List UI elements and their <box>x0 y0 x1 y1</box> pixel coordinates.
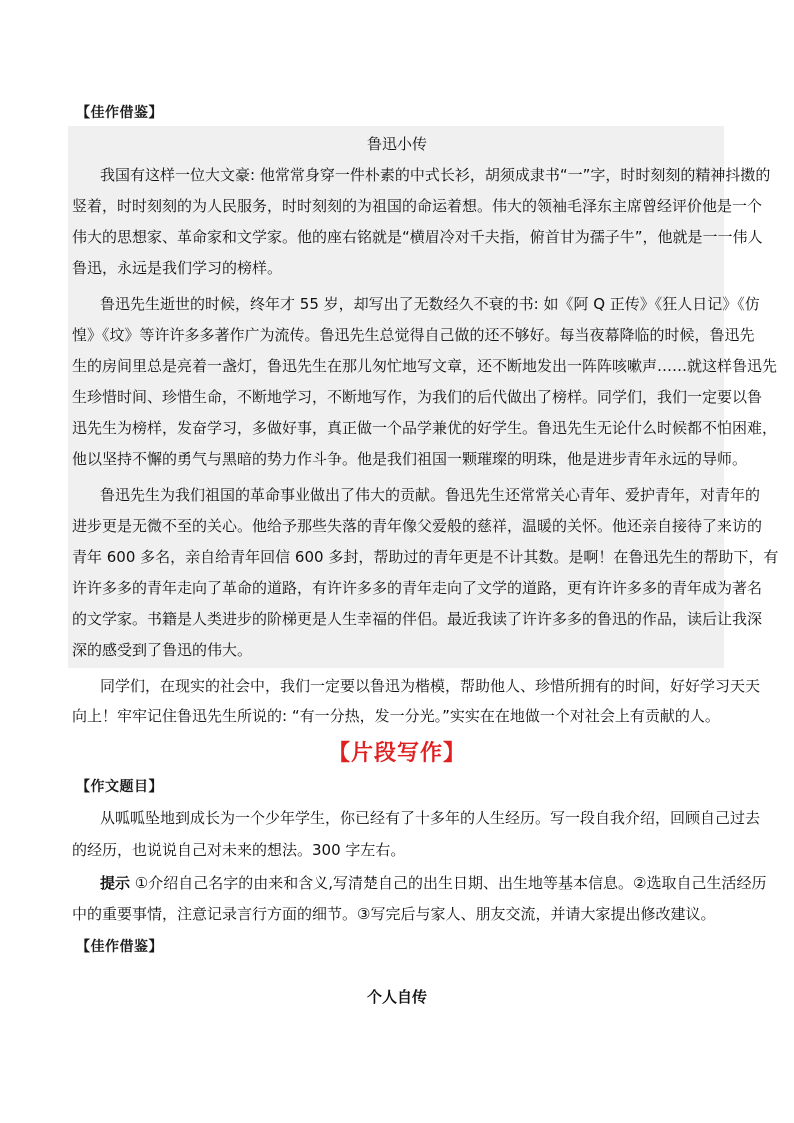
tip-text: ①介绍自己名字的由来和含义,写清楚自己的出生日期、出生地等基本信息。②选取自己生活经历 <box>130 874 767 892</box>
topic-line1: 从呱呱坠地到成长为一个少年学生，你已经有了十多年的人生经历。写一段自我介绍，回顾自己过去 <box>100 809 761 827</box>
essay-para2-line4: 生珍惜时间、珍惜生命，不断地学习，不断地写作，为我们的后代做出了榜样。同学们，我们一定要以鲁 <box>72 388 763 406</box>
essay-para2-line3: 生的房间里总是亮着一盏灯，鲁迅先生在那儿匆忙地写文章，还不断地发出一阵阵咳嗽声……就这样鲁迅先 <box>72 357 778 375</box>
essay-para3-line5: 的文学家。书籍是人类进步的阶梯更是人生幸福的伴侣。最近我读了许许多多的鲁迅的作品，读后让我深 <box>72 610 763 628</box>
essay-para3-line4: 许许多多的青年走向了革命的道路，有许许多多的青年走向了文学的道路，更有许许多多的青年成为著名 <box>72 579 763 597</box>
essay-para1-line1: 我国有这样一位大文豪: 他常常身穿一件朴素的中式长衫，胡须成隶书“一”字，时时刻刻的精神抖擞的 <box>100 166 771 184</box>
section-heading-excellent-works: 【佳作借鉴】 <box>76 105 163 121</box>
essay-title: 鲁迅小传 <box>366 135 427 153</box>
essay-para4-line2: 向上！牢牢记住鲁迅先生所说的: “有一分热，发一分光。”实实在在地做一个对社会上有贡献的人。 <box>72 707 720 725</box>
essay-para3-line1: 鲁迅先生为我们祖国的革命事业做出了伟大的贡献。鲁迅先生还常常关心青年、爱护青年，对青年的 <box>100 486 761 504</box>
essay-title-autobiography: 个人自传 <box>366 988 427 1006</box>
tip-line1 <box>100 873 766 893</box>
essay-para1-line3: 伟大的思想家、革命家和文学家。他的座右铭就是“横眉冷对千夫指，俯首甘为孺子牛”，他就是一一伟人 <box>72 228 763 246</box>
section-title-fragment-writing: 【片段写作】 <box>327 741 466 766</box>
section-heading-excellent-works-2: 【佳作借鉴】 <box>76 939 163 955</box>
section-heading-essay-topic: 【作文题目】 <box>76 779 163 795</box>
essay-para2-line6: 他以坚持不懈的勇气与黑暗的势力作斗争。他是我们祖国一颗璀璨的明珠，他是进步青年永远的导师。 <box>72 450 748 468</box>
essay-para4-line1: 同学们，在现实的社会中，我们一定要以鲁迅为楷模，帮助他人、珍惜所拥有的时间，好好学习天天 <box>100 677 761 695</box>
essay-para2-line2: 惶》《坟》等许许多多著作广为流传。鲁迅先生总觉得自己做的还不够好。每当夜幕降临的时候，鲁迅先 <box>72 326 755 344</box>
essay-para1-line4: 鲁迅，永远是我们学习的榜样。 <box>72 259 283 277</box>
tip-line2: 中的重要事情，注意记录言行方面的细节。③写完后与家人、朋友交流，并请大家提出修改建议。 <box>72 905 716 923</box>
essay-para3-line2: 进步更是无微不至的关心。他给予那些失落的青年像父爱般的慈祥，温暖的关怀。他还亲自接待了来访的 <box>72 517 763 535</box>
topic-line2: 的经历，也说说自己对未来的想法。300 字左右。 <box>72 841 406 859</box>
essay-para1-line2: 竖着，时时刻刻的为人民服务，时时刻刻的为祖国的命运着想。伟大的领袖毛泽东主席曾经评价他是一个 <box>72 197 763 215</box>
essay-para3-line3: 青年 600 多名，亲自给青年回信 600 多封，帮助过的青年更是不计其数。是啊！在鲁迅先生的帮助下，有 <box>72 548 779 566</box>
essay-para3-line6: 深的感受到了鲁迅的伟大。 <box>72 641 253 659</box>
tip-label: 提示 <box>100 874 131 892</box>
essay-para2-line5: 迅先生为榜样，发奋学习，多做好事，真正做一个品学兼优的好学生。鲁迅先生无论什么时候都不怕困难， <box>72 419 778 437</box>
essay-para2-line1: 鲁迅先生逝世的时候，终年才 55 岁，却写出了无数经久不衰的书: 如《阿 Q 正传》《狂人日记》《仿 <box>100 295 760 313</box>
